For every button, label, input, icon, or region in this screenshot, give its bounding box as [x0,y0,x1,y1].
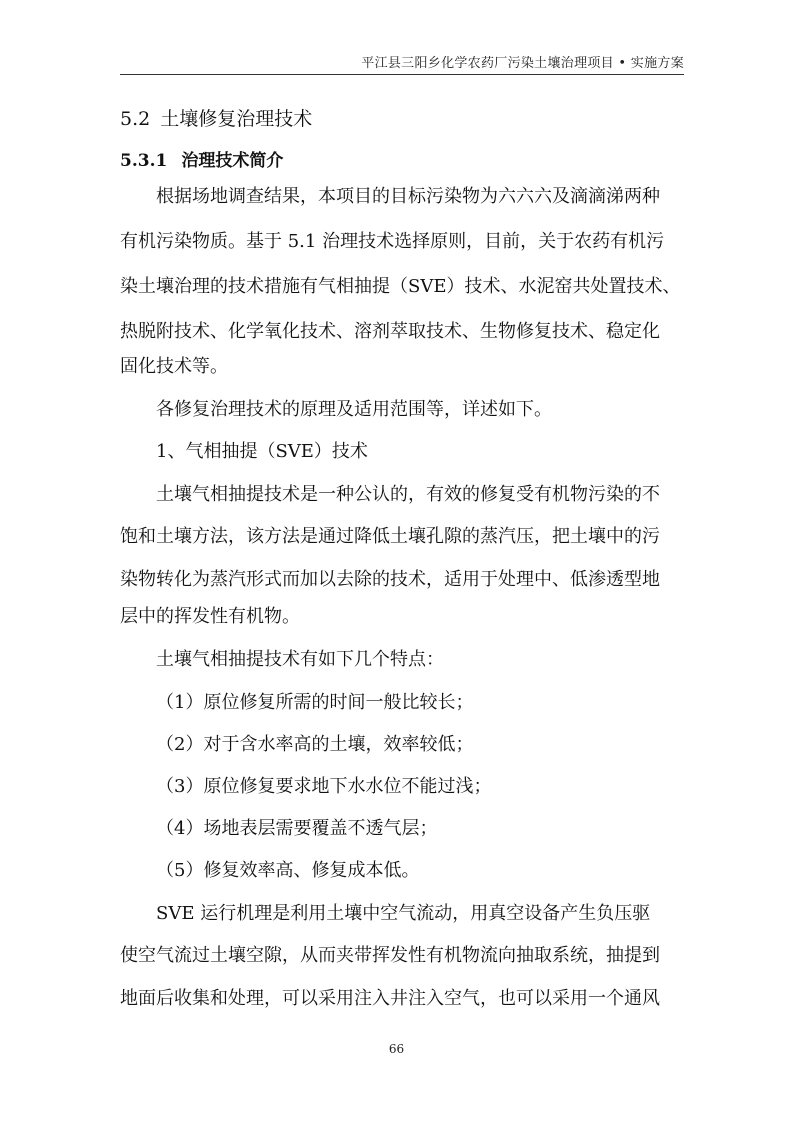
text-line: 有机污染物质。基于 5.1 治理技术选择原则，目前，关于农药有机污 [120,231,665,252]
text-line: 土壤气相抽提技术有如下几个特点： [156,649,444,670]
list-item: （1）原位修复所需的时间一般比较长； [156,692,474,713]
text-line: 根据场地调查结果，本项目的目标污染物为六六六及滴滴涕两种 [156,186,660,207]
header-divider [120,74,684,75]
list-item: （2）对于含水率高的土壤，效率较低； [156,734,474,755]
subsection-title: 治理技术简介 [181,151,284,171]
running-header: 平江县三阳乡化学农药厂污染土壤治理项目 • 实施方案 [361,56,684,71]
text-line: 各修复治理技术的原理及适用范围等，详述如下。 [156,399,552,420]
page-number: 66 [388,1042,405,1056]
list-item: （4）场地表层需要覆盖不透气层； [156,818,438,839]
text-line: SVE 运行机理是利用土壤中空气流动，用真空设备产生负压驱 [156,903,651,924]
section-number: 5.2 [120,108,151,130]
section-heading [120,104,312,131]
text-line: 1、气相抽提（SVE）技术 [156,441,368,462]
text-line: 固化技术等。 [120,356,228,377]
list-item: （5）修复效率高、修复成本低。 [156,860,420,881]
text-line: 染土壤治理的技术措施有气相抽提（SVE）技术、水泥窑共处置技术、 [120,276,681,297]
text-line: 层中的挥发性有机物。 [120,606,300,627]
text-line: 使空气流过土壤空隙，从而夹带挥发性有机物流向抽取系统，抽提到 [120,945,660,966]
text-line: 染物转化为蒸汽形式而加以去除的技术，适用于处理中、低渗透型地 [120,569,660,590]
text-line: 饱和土壤方法，该方法是通过降低土壤孔隙的蒸汽压，把土壤中的污 [120,526,660,547]
text-line: 热脱附技术、化学氧化技术、溶剂萃取技术、生物修复技术、稳定化 [120,321,660,342]
section-title: 土壤修复治理技术 [160,108,313,130]
text-line: 土壤气相抽提技术是一种公认的，有效的修复受有机物污染的不 [156,484,660,505]
text-line: 地面后收集和处理，可以采用注入井注入空气，也可以采用一个通风 [120,988,660,1009]
subsection-number: 5.3.1 [120,151,168,171]
subsection-heading [120,146,283,171]
list-item: （3）原位修复要求地下水水位不能过浅； [156,776,492,797]
